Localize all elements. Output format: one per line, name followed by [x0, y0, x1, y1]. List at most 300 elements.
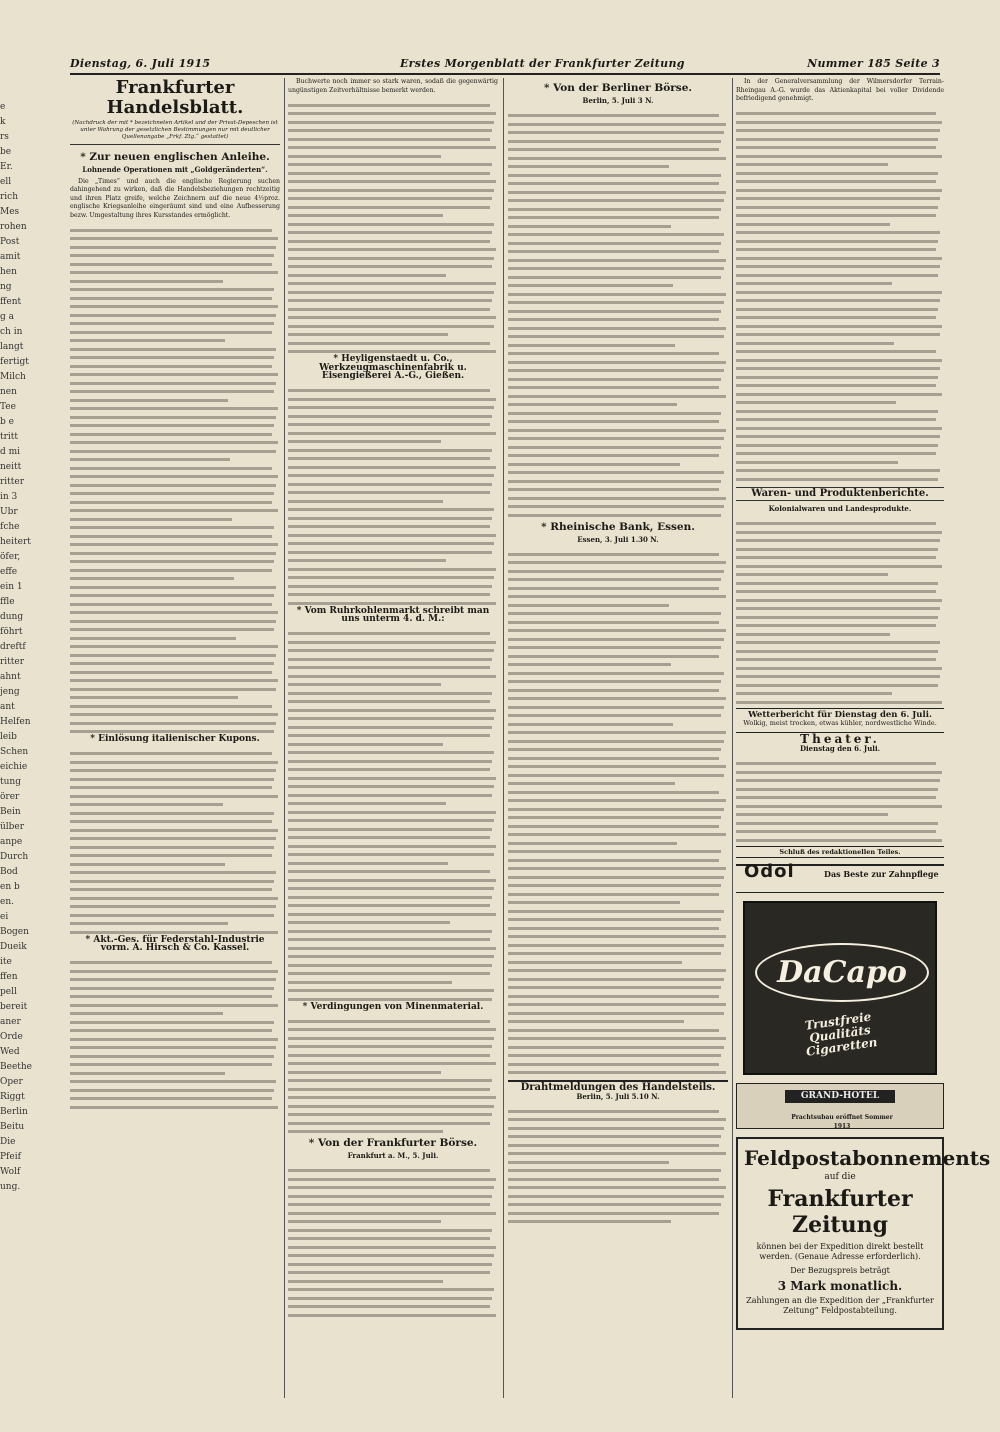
- text-line: [508, 245, 719, 254]
- text-line: [508, 1057, 719, 1066]
- text-line: [736, 678, 938, 687]
- text-line: [736, 124, 940, 133]
- text-line: [70, 1041, 276, 1050]
- text-line: [736, 107, 936, 116]
- text-line: [736, 472, 938, 481]
- text-line: [70, 1015, 274, 1024]
- text-line: [508, 466, 724, 475]
- text-line: [508, 896, 680, 905]
- text-line: [288, 1300, 490, 1309]
- text-line: [508, 870, 724, 879]
- text-line: [288, 328, 448, 337]
- text-line: [508, 389, 726, 398]
- text-line: [70, 815, 272, 824]
- text-line: [508, 879, 721, 888]
- text-line: [508, 692, 726, 701]
- text-line: [70, 359, 272, 368]
- text-line: [508, 1172, 719, 1181]
- text-line: [736, 260, 940, 269]
- text-line: [508, 398, 677, 407]
- text-line: [288, 554, 446, 563]
- text-line: [288, 831, 490, 840]
- text-line: [736, 757, 936, 766]
- text-line: [508, 1198, 721, 1207]
- article-body-text: [288, 1164, 498, 1317]
- text-line: [508, 262, 724, 271]
- text-line: [70, 1007, 223, 1016]
- text-line: [288, 1065, 441, 1074]
- text-line: [288, 1040, 492, 1049]
- weather-heading: Wetterbericht für Dienstag den 6. Juli.: [736, 708, 944, 720]
- text-line: [736, 438, 938, 447]
- text-line: [736, 602, 940, 611]
- text-line: [70, 317, 274, 326]
- text-line: [70, 640, 278, 649]
- article-body-text: [288, 1014, 498, 1133]
- text-line: [70, 504, 278, 513]
- text-line: [508, 726, 726, 735]
- text-line: [288, 1074, 492, 1083]
- text-line: [508, 168, 721, 177]
- column-rule: [503, 78, 504, 1398]
- text-line: [508, 321, 726, 330]
- text-line: [736, 192, 940, 201]
- text-line: [736, 542, 938, 551]
- text-line: [70, 427, 272, 436]
- text-line: [736, 687, 892, 696]
- article-heading: * Verdingungen von Minenmaterial.: [302, 1001, 484, 1012]
- text-line: [288, 984, 494, 993]
- text-line: [736, 610, 938, 619]
- text-line: [288, 873, 496, 882]
- text-line: [508, 372, 721, 381]
- text-line: [736, 695, 942, 704]
- text-line: [288, 124, 492, 133]
- column-four: [736, 78, 991, 1330]
- article-heading: * Zur neuen englischen Anleihe.: [80, 151, 270, 163]
- text-line: [288, 1291, 492, 1300]
- text-line: [70, 1100, 278, 1109]
- text-line: [288, 277, 496, 286]
- text-line: [508, 913, 721, 922]
- text-line: [288, 992, 492, 1001]
- text-line: [70, 529, 272, 538]
- text-line: [70, 789, 278, 798]
- text-line: [288, 302, 490, 311]
- text-line: [288, 678, 441, 687]
- grand-hotel-advertisement: [736, 1083, 944, 1129]
- text-line: [508, 160, 669, 169]
- text-line: [288, 537, 494, 546]
- text-line: [288, 652, 492, 661]
- text-line: [288, 226, 492, 235]
- text-line: [508, 573, 721, 582]
- text-line: [508, 794, 726, 803]
- column-three: [508, 78, 728, 1223]
- article-body-text: [70, 747, 280, 934]
- article-heading: * Rheinische Bank, Essen.: [541, 520, 695, 533]
- text-line: [508, 734, 724, 743]
- text-line: [70, 990, 272, 999]
- text-line: [288, 1249, 494, 1258]
- text-line: [508, 938, 724, 947]
- text-line: [508, 508, 721, 517]
- text-line: [288, 805, 496, 814]
- text-line: [288, 175, 496, 184]
- text-line: [508, 304, 721, 313]
- text-line: [288, 285, 494, 294]
- text-line: [70, 708, 278, 717]
- text-line: [508, 449, 719, 458]
- text-line: [288, 217, 494, 226]
- text-line: [70, 597, 272, 606]
- text-line: [508, 675, 721, 684]
- text-line: [70, 908, 274, 917]
- text-line: [736, 421, 942, 430]
- text-line: [736, 808, 888, 817]
- text-line: [288, 712, 494, 721]
- text-line: [70, 1049, 274, 1058]
- text-line: [508, 862, 726, 871]
- reprint-notice: (Nachdruck der mit * bezeichneten Artikel und der Privat-Depeschen ist unter Wahrung der gesetzlichen Bestimmungen nur mit deutlicher Quellenangabe „Frkf. Ztg.“ gestattet): [70, 120, 280, 145]
- text-line: [508, 649, 719, 658]
- text-line: [736, 551, 936, 560]
- dacapo-advertisement: [743, 901, 937, 1075]
- text-line: [288, 268, 446, 277]
- text-line: [70, 998, 278, 1007]
- text-line: [288, 916, 450, 925]
- text-line: [508, 777, 675, 786]
- text-line: [70, 453, 230, 462]
- text-line: [508, 279, 673, 288]
- text-line: [288, 933, 490, 942]
- text-line: [70, 538, 278, 547]
- text-line: [736, 430, 940, 439]
- text-line: [508, 666, 724, 675]
- text-line: [70, 806, 274, 815]
- text-line: [70, 832, 276, 841]
- text-line: [736, 328, 940, 337]
- text-line: [508, 287, 726, 296]
- text-line: [70, 572, 234, 581]
- text-line: [70, 781, 272, 790]
- text-line: [70, 699, 272, 708]
- text-line: [70, 512, 232, 521]
- text-line: [70, 342, 276, 351]
- text-line: [70, 232, 278, 241]
- text-line: [70, 883, 272, 892]
- text-line: [70, 755, 278, 764]
- text-line: [288, 1189, 492, 1198]
- text-line: [508, 887, 719, 896]
- text-line: [736, 585, 936, 594]
- text-line: [736, 825, 936, 834]
- text-line: [288, 1257, 492, 1266]
- text-line: [288, 520, 490, 529]
- text-line: [508, 709, 721, 718]
- text-line: [288, 729, 490, 738]
- text-line: [288, 814, 494, 823]
- article-body-text: [288, 627, 498, 1001]
- text-line: [70, 495, 272, 504]
- text-line: [288, 1266, 490, 1275]
- text-line: [736, 559, 942, 568]
- odol-logo: Odol: [744, 861, 795, 882]
- article-body-text: [508, 109, 728, 517]
- text-line: [508, 440, 721, 449]
- text-line: [508, 1066, 726, 1075]
- text-line: [508, 185, 726, 194]
- text-line: [508, 802, 724, 811]
- text-line: [288, 661, 490, 670]
- text-line: [288, 98, 490, 107]
- text-line: [288, 345, 496, 354]
- text-line: [736, 311, 936, 320]
- text-line: [288, 166, 490, 175]
- text-line: [508, 381, 719, 390]
- article-heading: * Einlösung italienischer Kupons.: [90, 734, 260, 744]
- text-line: [736, 534, 940, 543]
- text-line: [736, 158, 888, 167]
- text-line: [70, 764, 276, 773]
- issue-date: Dienstag, 6. Juli 1915: [70, 57, 211, 70]
- text-line: [288, 703, 496, 712]
- text-line: [288, 669, 496, 678]
- text-line: [288, 132, 490, 141]
- text-line: [70, 665, 272, 674]
- text-line: [70, 478, 276, 487]
- text-line: [736, 234, 938, 243]
- text-line: [508, 683, 719, 692]
- text-line: [288, 183, 494, 192]
- text-line: [288, 311, 496, 320]
- text-line: [70, 691, 238, 700]
- text-line: [70, 614, 276, 623]
- text-line: [508, 717, 673, 726]
- text-line: [508, 423, 726, 432]
- text-line: [70, 925, 278, 934]
- text-line: [70, 849, 272, 858]
- text-line: [288, 967, 490, 976]
- text-line: [508, 1138, 719, 1147]
- text-line: [736, 362, 940, 371]
- text-line: [508, 632, 724, 641]
- text-line: [70, 900, 276, 909]
- column-two: [288, 78, 498, 1317]
- text-line: [288, 579, 492, 588]
- text-line: [288, 251, 494, 260]
- text-line: [508, 1015, 684, 1024]
- text-line: [70, 555, 274, 564]
- text-line: [508, 743, 721, 752]
- text-line: [288, 958, 492, 967]
- text-line: [508, 828, 726, 837]
- text-line: [288, 158, 492, 167]
- text-line: [508, 415, 719, 424]
- text-line: [736, 345, 936, 354]
- text-line: [288, 975, 452, 984]
- text-line: [70, 1024, 272, 1033]
- text-line: [508, 1049, 721, 1058]
- article-dateline: Berlin, 5. Juli 3 N.: [582, 96, 654, 105]
- text-line: [736, 370, 938, 379]
- text-line: [288, 294, 492, 303]
- text-line: [736, 294, 940, 303]
- text-line: [288, 644, 494, 653]
- text-line: [288, 1232, 490, 1241]
- text-line: [508, 270, 721, 279]
- text-line: [736, 455, 898, 464]
- text-line: [70, 368, 278, 377]
- text-line: [736, 447, 936, 456]
- text-line: [508, 590, 726, 599]
- text-line: [736, 413, 936, 422]
- text-line: [288, 409, 492, 418]
- text-line: [508, 836, 677, 845]
- article-dateline: Berlin, 5. Juli 5.10 N.: [576, 1091, 660, 1101]
- text-line: [288, 1308, 496, 1317]
- text-line: [288, 545, 492, 554]
- text-line: [508, 194, 724, 203]
- text-line: [736, 774, 940, 783]
- text-line: [508, 641, 721, 650]
- text-line: [508, 364, 724, 373]
- text-line: [70, 606, 278, 615]
- text-line: [288, 234, 490, 243]
- text-line: [288, 426, 496, 435]
- text-line: [70, 402, 278, 411]
- text-line: [288, 899, 490, 908]
- text-line: [508, 819, 719, 828]
- text-line: [508, 564, 724, 573]
- text-line: [508, 1121, 724, 1130]
- article-body-text: [70, 956, 280, 1109]
- text-line: [736, 209, 936, 218]
- text-line: [736, 670, 940, 679]
- article-body-text: [70, 223, 280, 733]
- text-line: [70, 436, 278, 445]
- article-dateline: Frankfurt a. M., 5. Juli.: [347, 1151, 439, 1160]
- text-line: [70, 223, 272, 232]
- dacapo-slogan: Trustfreie Qualitäts Cigaretten: [804, 1009, 879, 1059]
- text-line: [736, 336, 894, 345]
- text-line: [288, 596, 496, 605]
- text-line: [508, 126, 724, 135]
- text-line: [736, 277, 892, 286]
- text-line: [70, 376, 276, 385]
- article-heading: * Von der Berliner Börse.: [543, 82, 693, 94]
- article-heading: * Akt.-Ges. für Federstahl-Industrie vorm. A. Hirsch & Co. Kassel.: [85, 934, 265, 953]
- text-line: [508, 457, 680, 466]
- text-line: [508, 1164, 721, 1173]
- dacapo-logo: DaCapo: [755, 943, 929, 1002]
- text-line: [288, 865, 490, 874]
- text-line: [288, 746, 494, 755]
- text-line: [288, 384, 490, 393]
- text-line: [70, 725, 274, 734]
- text-line: [508, 947, 721, 956]
- text-line: [288, 1274, 443, 1283]
- text-line: [736, 141, 936, 150]
- feldpost-price-label: Der Bezugspreis beträgt: [790, 1265, 890, 1275]
- text-line: [508, 989, 719, 998]
- text-line: [508, 134, 721, 143]
- text-line: [288, 890, 492, 899]
- text-line: [288, 149, 441, 158]
- text-line: [508, 811, 721, 820]
- text-line: [508, 330, 724, 339]
- grand-hotel-name: GRAND-HOTEL: [785, 1090, 895, 1103]
- text-line: [288, 635, 496, 644]
- text-line: [288, 1091, 496, 1100]
- text-line: [508, 1147, 726, 1156]
- text-line: [508, 432, 724, 441]
- text-line: [736, 268, 938, 277]
- text-line: [288, 822, 492, 831]
- text-line: [508, 556, 726, 565]
- text-line: [288, 797, 446, 806]
- feldpost-conjunction: auf die: [824, 1172, 856, 1182]
- text-line: [288, 1014, 490, 1023]
- text-line: [288, 243, 496, 252]
- text-line: [736, 217, 890, 226]
- column-rule: [284, 78, 285, 1398]
- text-line: [288, 571, 494, 580]
- text-line: [70, 823, 278, 832]
- end-of-editorial: Schluß des redaktionellen Teiles.: [736, 846, 944, 859]
- text-line: [736, 791, 936, 800]
- text-line: [508, 972, 724, 981]
- text-line: [508, 1215, 671, 1224]
- text-line: [70, 334, 225, 343]
- text-line: [70, 648, 276, 657]
- text-line: [508, 853, 719, 862]
- text-line: [288, 486, 490, 495]
- text-line: [736, 285, 942, 294]
- text-line: [70, 772, 274, 781]
- text-line: [508, 785, 719, 794]
- text-line: [508, 1130, 721, 1139]
- text-line: [288, 1057, 496, 1066]
- text-line: [508, 998, 726, 1007]
- text-line: [736, 353, 942, 362]
- text-line: [288, 686, 492, 695]
- text-line: [288, 1099, 494, 1108]
- text-line: [70, 470, 278, 479]
- text-line: [508, 355, 726, 364]
- text-line: [70, 589, 274, 598]
- text-line: [70, 657, 274, 666]
- text-line: [288, 192, 492, 201]
- text-line: [70, 266, 278, 275]
- text-line: [70, 419, 274, 428]
- text-line: [288, 1031, 494, 1040]
- text-line: [508, 598, 669, 607]
- text-line: [736, 243, 936, 252]
- text-line: [508, 700, 724, 709]
- text-line: [736, 183, 942, 192]
- text-line: [288, 435, 441, 444]
- text-line: [736, 799, 942, 808]
- text-line: [70, 385, 274, 394]
- text-line: [288, 260, 492, 269]
- text-line: [70, 917, 228, 926]
- text-line: [508, 607, 721, 616]
- text-line: [70, 521, 274, 530]
- weather-text: Wolkig, meist trocken, etwas kühler, nordwestliche Winde.: [743, 719, 937, 727]
- text-line: [736, 765, 942, 774]
- text-line: [70, 674, 278, 683]
